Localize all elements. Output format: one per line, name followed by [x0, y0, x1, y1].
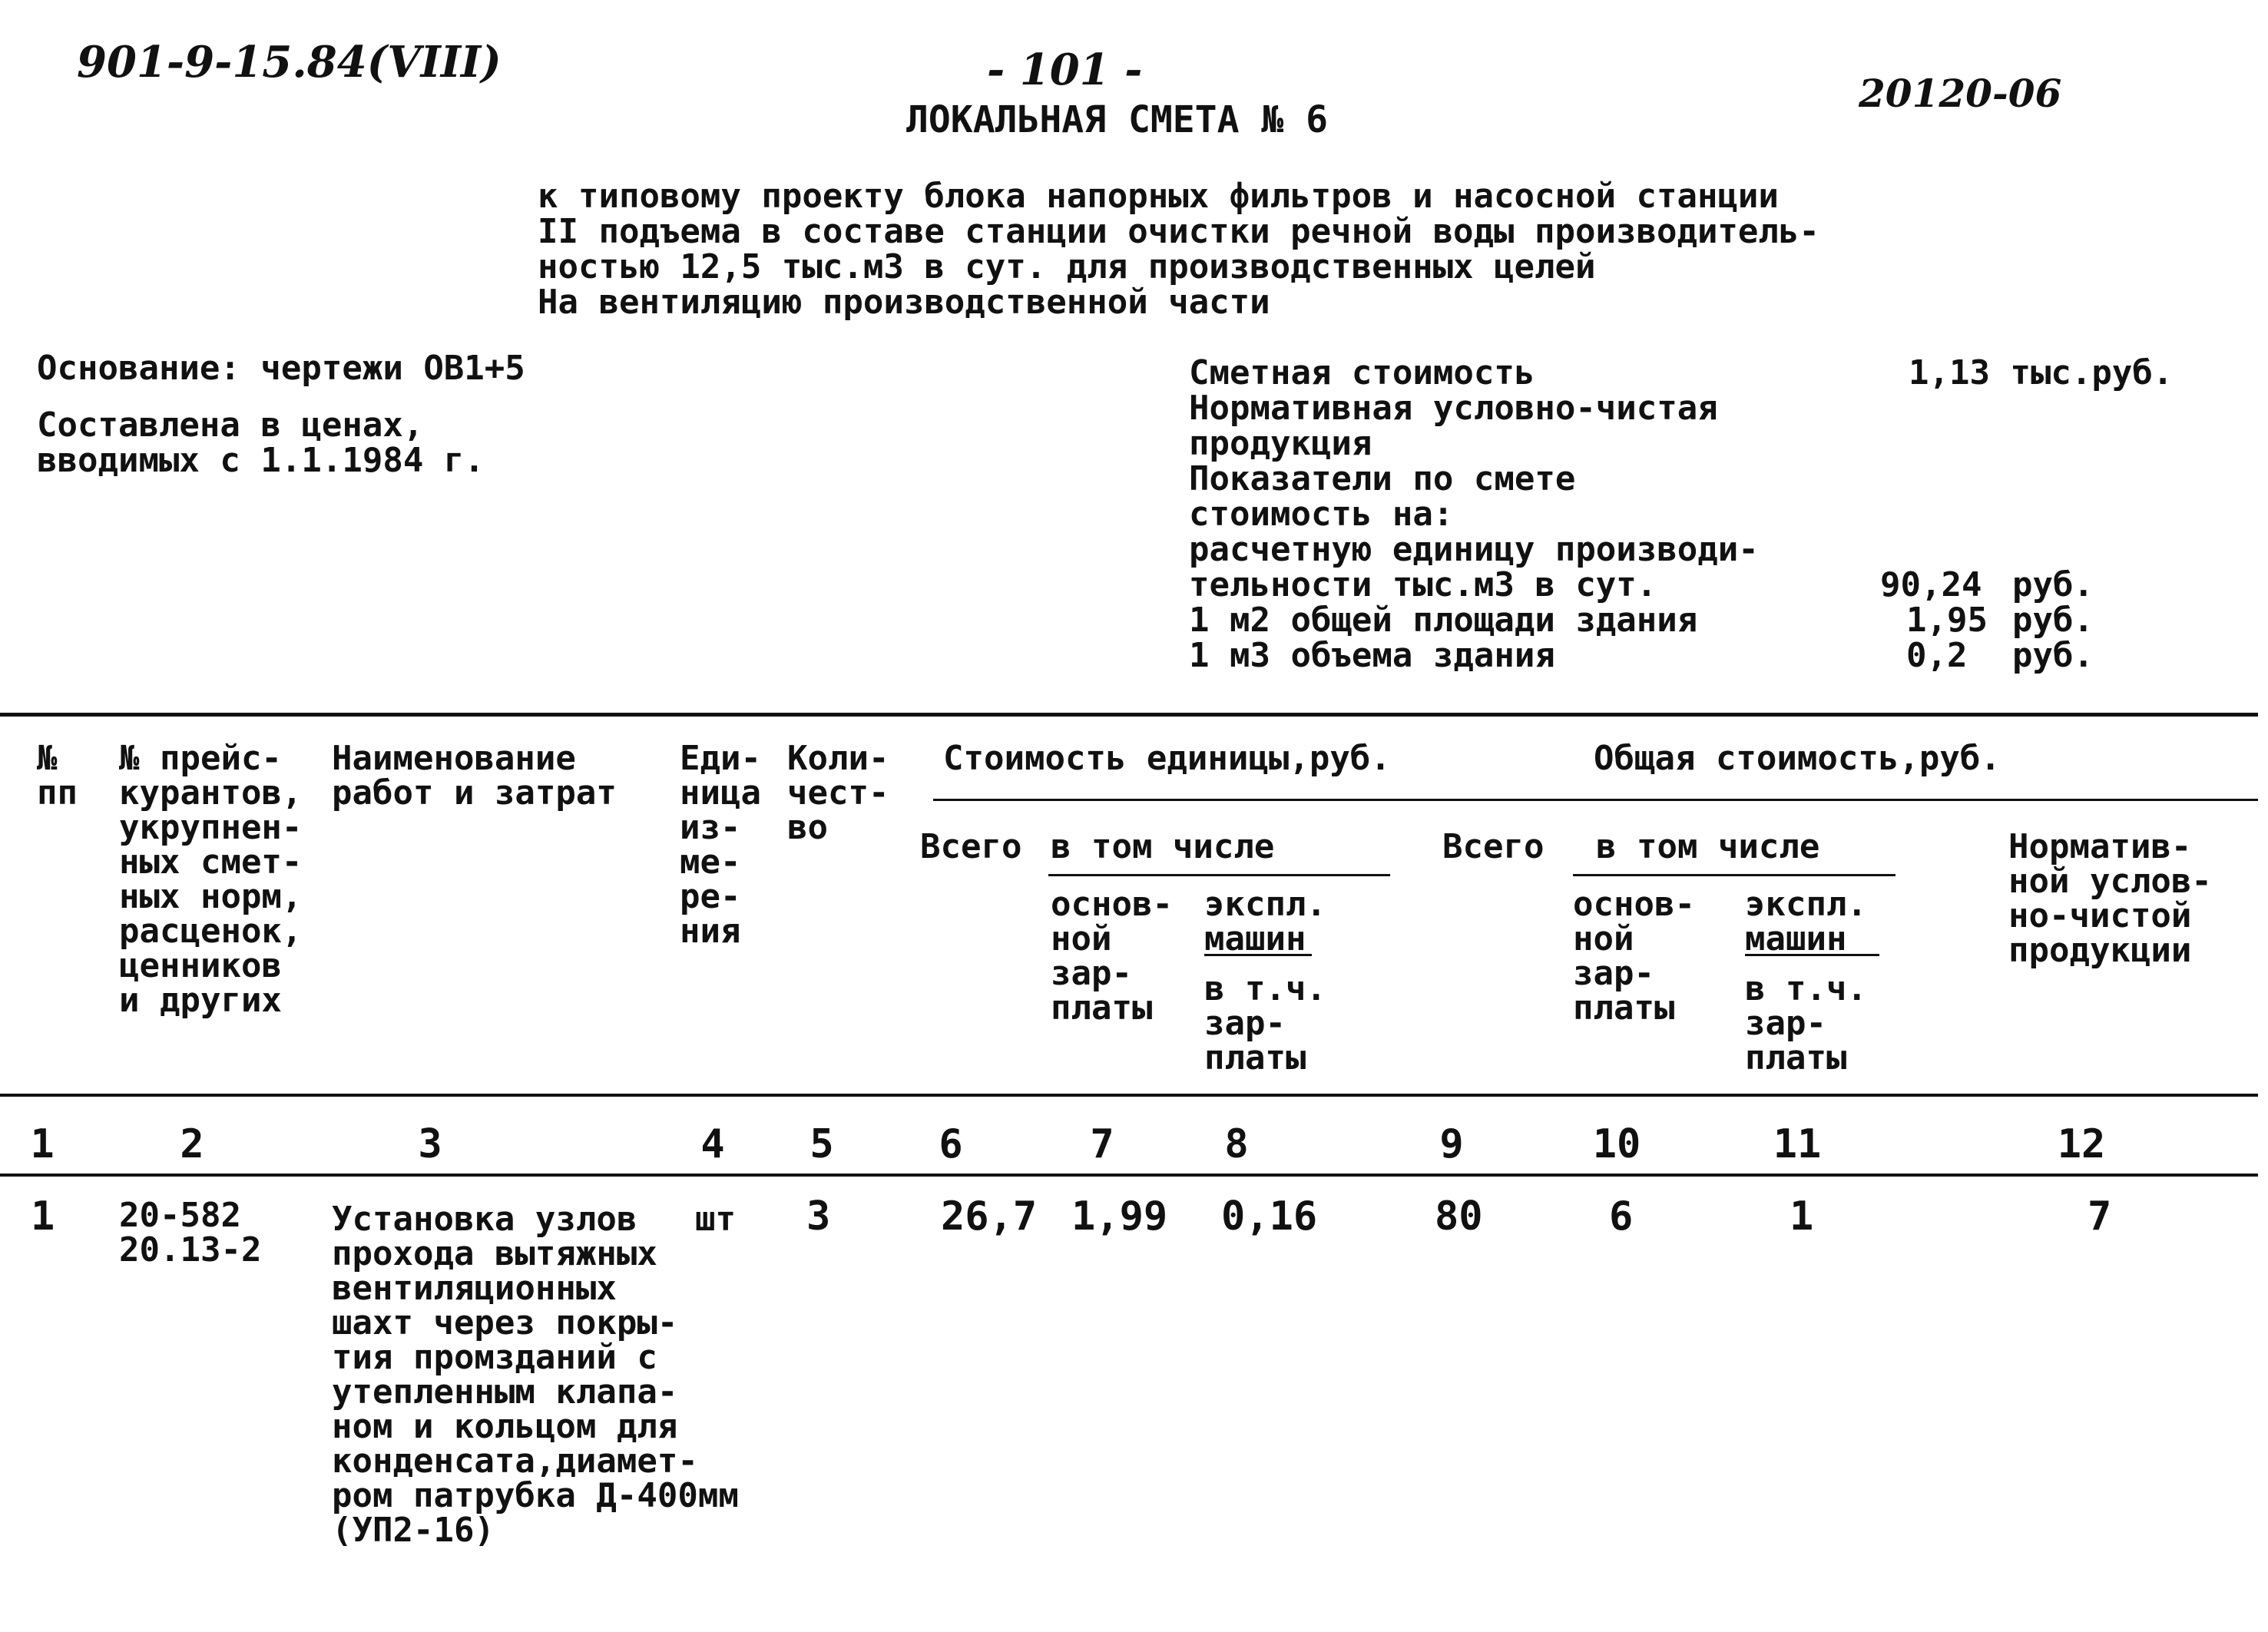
- row-normative: 7: [2088, 1193, 2112, 1240]
- header-unit-msal-line-1: в т.ч.: [1204, 969, 1326, 1008]
- col-number-7: 7: [1090, 1121, 1114, 1167]
- indicators-label-4: тельности тыс.м3 в сут.: [1189, 565, 1657, 604]
- col-number-11: 11: [1773, 1121, 1822, 1167]
- row-name-line-2: прохода вытяжных: [332, 1234, 657, 1273]
- row-pp: 1: [31, 1193, 55, 1240]
- row-qty: 3: [806, 1193, 831, 1240]
- col-number-5: 5: [810, 1121, 834, 1167]
- col-number-10: 10: [1592, 1121, 1641, 1167]
- basis-line: Основание: чертежи ОВ1+5: [37, 349, 525, 388]
- indicators-label-2: стоимость на:: [1189, 495, 1454, 534]
- row-total: 80: [1435, 1193, 1483, 1240]
- subtitle-line-4: На вентиляцию производственной части: [538, 283, 1270, 322]
- prices-line-2: вводимых с 1.1.1984 г.: [37, 441, 485, 480]
- row-name-line-9: ром патрубка Д-400мм: [332, 1476, 739, 1515]
- row-unit-total: 26,7: [941, 1193, 1038, 1240]
- header-num-line-1: №: [37, 739, 58, 778]
- header-qty-line-2: чест-: [787, 773, 889, 813]
- header-code-line-7: ценников: [119, 946, 282, 985]
- col-number-1: 1: [30, 1121, 55, 1167]
- header-unit-total: Всего: [920, 827, 1022, 866]
- header-unit-cost-group: Стоимость единицы,руб.: [943, 739, 1391, 778]
- row-name-line-7: ном и кольцом для: [332, 1407, 678, 1446]
- header-code-line-8: и других: [119, 981, 282, 1020]
- header-bottom-rule: [0, 1094, 2258, 1097]
- per-unit-currency: руб.: [2012, 565, 2094, 604]
- header-unit-salary-line-2: ной: [1051, 919, 1112, 958]
- header-unit-machines-line-1: экспл.: [1204, 885, 1326, 924]
- header-total-salary-line-3: зар-: [1573, 954, 1654, 993]
- header-unit-line-2: ница: [680, 773, 761, 813]
- header-unit-msal-line-2: зар-: [1204, 1004, 1286, 1043]
- header-unit-salary-line-4: платы: [1051, 988, 1153, 1028]
- per-m2-label: 1 м2 общей площади здания: [1189, 601, 1698, 640]
- col-number-6: 6: [939, 1121, 963, 1167]
- col-number-12: 12: [2057, 1121, 2106, 1167]
- header-name-line-2: работ и затрат: [332, 773, 617, 813]
- col-number-4: 4: [700, 1121, 725, 1167]
- per-unit-value: 90,24: [1880, 565, 1982, 604]
- header-code-line-2: курантов,: [119, 773, 303, 813]
- subtitle-line-2: II подъема в составе станции очистки речной воды производитель-: [538, 212, 1819, 251]
- per-m2-currency: руб.: [2012, 601, 2094, 640]
- cost-group-rule: [933, 799, 2258, 801]
- col-number-9: 9: [1439, 1121, 1464, 1167]
- header-grand-total: Всего: [1442, 827, 1545, 866]
- inventory-number: 20120-06: [1859, 71, 2062, 116]
- header-total-salary-line-1: основ-: [1573, 885, 1695, 924]
- header-total-cost-group: Общая стоимость,руб.: [1594, 739, 2001, 778]
- header-unit-machines-line-2: машин: [1204, 919, 1306, 958]
- page-title: ЛОКАЛЬНАЯ СМЕТА № 6: [906, 98, 1329, 141]
- per-m3-label: 1 м3 объема здания: [1189, 636, 1555, 675]
- indicators-label-3: расчетную единицу производи-: [1189, 530, 1759, 569]
- row-unit-machines: 0,16: [1221, 1193, 1318, 1240]
- header-unit-line-1: Еди-: [680, 739, 761, 778]
- cost-label: Сметная стоимость: [1189, 353, 1535, 392]
- colnum-bottom-rule: [0, 1174, 2258, 1177]
- col-number-2: 2: [180, 1121, 204, 1167]
- row-name-line-3: вентиляционных: [332, 1269, 617, 1308]
- per-m3-value: 0,2: [1906, 636, 1968, 675]
- header-name-line-1: Наименование: [332, 739, 576, 778]
- header-unit-msal-line-3: платы: [1204, 1038, 1306, 1078]
- header-qty-line-3: во: [787, 808, 828, 847]
- header-total-machines-line-1: экспл.: [1745, 885, 1867, 924]
- header-total-salary-line-4: платы: [1573, 988, 1675, 1028]
- col-number-8: 8: [1224, 1121, 1249, 1167]
- normative-label-2: продукция: [1189, 424, 1372, 463]
- row-code-1: 20-582: [119, 1196, 241, 1235]
- header-normative-line-2: ной услов-: [2008, 862, 2212, 901]
- header-unit-incl: в том числе: [1051, 827, 1275, 866]
- header-total-incl: в том числе: [1596, 827, 1820, 866]
- total-incl-rule: [1573, 874, 1896, 876]
- header-unit-line-5: ре-: [680, 877, 741, 916]
- header-code-line-6: расценок,: [119, 912, 303, 951]
- prices-line-1: Составлена в ценах,: [37, 406, 424, 445]
- header-normative-line-1: Норматив-: [2008, 827, 2192, 866]
- col-number-3: 3: [418, 1121, 442, 1167]
- header-unit-line-4: ме-: [680, 842, 741, 882]
- header-unit-line-3: из-: [680, 808, 741, 847]
- header-unit-line-6: ния: [680, 912, 741, 951]
- header-total-msal-line-3: платы: [1745, 1038, 1847, 1078]
- row-total-salary: 6: [1609, 1193, 1634, 1240]
- header-unit-salary-line-1: основ-: [1051, 885, 1173, 924]
- header-total-msal-line-1: в т.ч.: [1745, 969, 1867, 1008]
- header-total-msal-line-2: зар-: [1745, 1004, 1826, 1043]
- row-name-line-8: конденсата,диамет-: [332, 1442, 698, 1481]
- header-normative-line-3: но-чистой: [2008, 896, 2192, 935]
- header-num-line-2: пп: [37, 773, 78, 813]
- row-name-line-5: тия промзданий с: [332, 1338, 657, 1377]
- table-top-rule: [0, 713, 2258, 717]
- header-qty-line-1: Коли-: [787, 739, 889, 778]
- header-unit-salary-line-3: зар-: [1051, 954, 1132, 993]
- row-unit-salary: 1,99: [1071, 1193, 1168, 1240]
- document-code: 901-9-15.84(VIII): [77, 37, 502, 88]
- subtitle-line-3: ностью 12,5 тыс.м3 в сут. для производственных целей: [538, 247, 1596, 286]
- header-code-line-3: укрупнен-: [119, 808, 303, 847]
- row-unit: шт: [695, 1200, 736, 1239]
- row-code-2: 20.13-2: [119, 1230, 262, 1270]
- unit-incl-rule: [1048, 874, 1390, 876]
- normative-label-1: Нормативная условно-чистая: [1189, 389, 1718, 428]
- header-total-machines-line-2: машин: [1745, 919, 1847, 958]
- header-total-salary-line-2: ной: [1573, 919, 1634, 958]
- row-total-machines: 1: [1790, 1193, 1814, 1240]
- header-code-line-4: ных смет-: [119, 842, 303, 882]
- per-m2-value: 1,95: [1906, 601, 1988, 640]
- subtitle-line-1: к типовому проекту блока напорных фильтров и насосной станции: [538, 177, 1779, 216]
- header-code-line-5: ных норм,: [119, 877, 303, 916]
- page-number: - 101 -: [987, 45, 1143, 95]
- cost-value: 1,13 тыс.руб.: [1909, 353, 2174, 392]
- row-name-line-6: утепленным клапа-: [332, 1372, 678, 1412]
- header-code-line-1: № прейс-: [119, 739, 282, 778]
- row-name-line-4: шахт через покры-: [332, 1303, 678, 1342]
- row-name-line-10: (УП2-16): [332, 1511, 495, 1550]
- header-normative-line-4: продукции: [2008, 931, 2192, 970]
- row-name-line-1: Установка узлов: [332, 1200, 637, 1239]
- indicators-label-1: Показатели по смете: [1189, 459, 1576, 498]
- per-m3-currency: руб.: [2012, 636, 2094, 675]
